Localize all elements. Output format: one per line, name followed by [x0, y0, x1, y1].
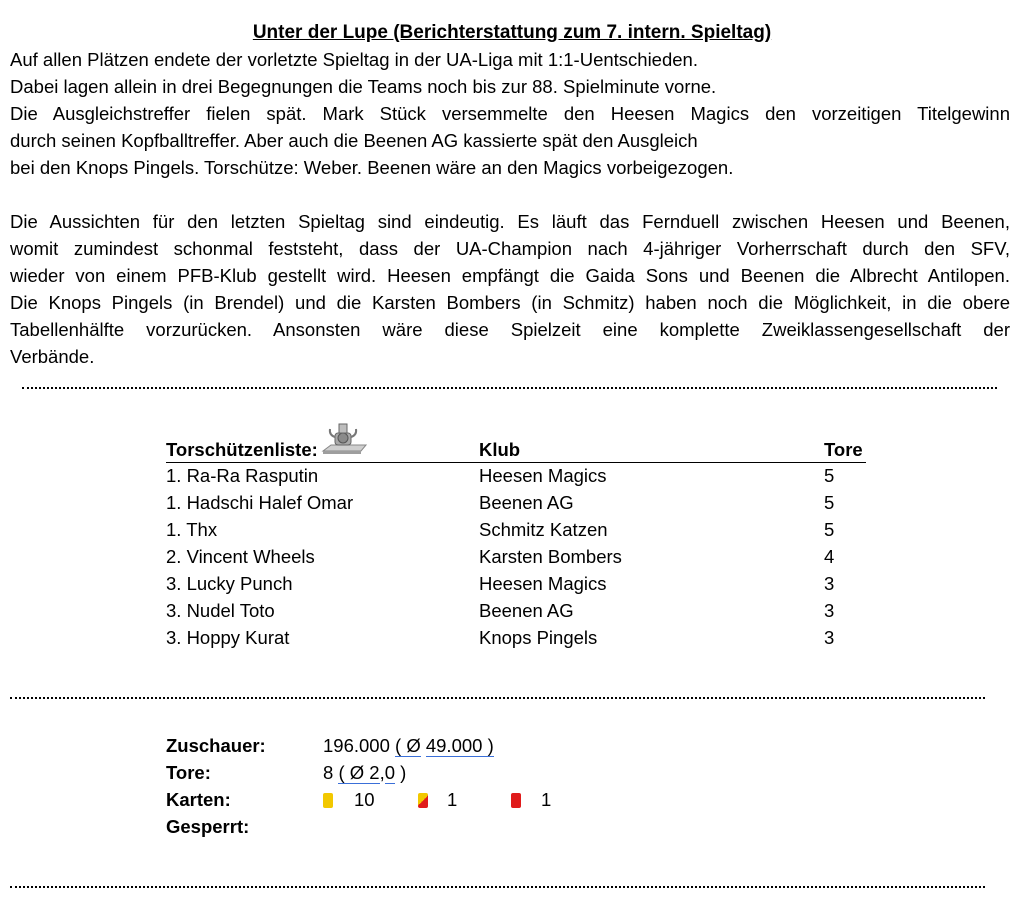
table-row — [166, 517, 866, 544]
table-row — [166, 490, 866, 517]
spectators-average: 49.000 — [425, 735, 483, 756]
scorer-club: Schmitz Katzen — [479, 519, 608, 540]
table-row — [166, 463, 866, 490]
average-symbol: Ø — [349, 762, 365, 783]
yellow-card-icon — [323, 793, 333, 808]
goals-total: 8 — [323, 762, 334, 783]
yellow-red-card-icon — [418, 793, 428, 808]
scorer-name: 2. Vincent Wheels — [166, 546, 315, 567]
text-line: Die Ausgleichstreffer fielen spät. Mark Stück versemmelte den Heesen Magics den vorzeitigen Titelgewinn — [10, 103, 1010, 124]
scorer-name: 3. Lucky Punch — [166, 573, 293, 594]
scorer-goals: 3 — [824, 600, 835, 621]
spectators-total: 196.000 — [323, 735, 390, 756]
text-line: durch seinen Kopfballtreffer. Aber auch die Beenen AG kassierte spät den Ausgleich — [10, 130, 698, 151]
text-line: bei den Knops Pingels. Torschütze: Weber. Beenen wäre an den Magics vorbeigezogen. — [10, 157, 734, 178]
scorer-goals: 5 — [824, 492, 835, 513]
table-header — [166, 439, 866, 463]
red-card-count: 1 — [541, 789, 552, 810]
scorer-goals: 5 — [824, 465, 835, 486]
text-line: Verbände. — [10, 346, 95, 367]
red-card-icon — [511, 793, 521, 808]
top-scorers-table — [166, 439, 866, 652]
goals-label: Tore: — [166, 762, 211, 783]
text-line: Auf allen Plätzen endete der vorletzte Spieltag in der UA-Liga mit 1:1-Uentschieden. — [10, 49, 698, 70]
text-line: womit zumindest schonmal feststeht, dass der UA-Champion nach 4-jähriger Vorherrschaft durch den SFV, — [10, 238, 1010, 259]
text-line: Die Knops Pingels (in Brendel) und die Karsten Bombers (in Schmitz) haben noch die Möglichkeit, in die obere — [10, 292, 1010, 313]
yellow-red-card-count: 1 — [447, 789, 458, 810]
dotted-divider — [10, 886, 985, 888]
cards-label: Karten: — [166, 789, 231, 810]
scorer-name: 1. Thx — [166, 519, 218, 540]
report-paragraph-1 — [10, 46, 1010, 181]
scorer-name: 1. Hadschi Halef Omar — [166, 492, 354, 513]
dotted-divider — [10, 697, 985, 699]
scorer-name: 1. Ra-Ra Rasputin — [166, 465, 319, 486]
yellow-card-count: 10 — [354, 789, 375, 810]
scorer-club: Heesen Magics — [479, 573, 607, 594]
header-club: Klub — [479, 439, 521, 460]
spectators-label: Zuschauer: — [166, 735, 266, 756]
header-scorers: Torschützenliste: — [166, 439, 318, 460]
average-symbol: Ø — [406, 735, 421, 756]
trophy-icon — [321, 421, 367, 455]
scorer-name: 3. Hoppy Kurat — [166, 627, 290, 648]
spectators-value: 196.000 ( Ø 49.000 ) — [323, 735, 494, 756]
text-line: wieder von einem PFB-Klub gestellt wird. Heesen empfängt die Gaida Sons und Beenen die Albrecht Antilopen. — [10, 265, 1010, 286]
dotted-divider — [22, 387, 997, 389]
header-goals: Tore — [824, 439, 863, 460]
goals-value: 8 ( Ø 2,0 ) — [323, 762, 407, 783]
scorer-club: Beenen AG — [479, 600, 574, 621]
scorer-club: Knops Pingels — [479, 627, 598, 648]
scorer-goals: 5 — [824, 519, 835, 540]
scorer-club: Beenen AG — [479, 492, 574, 513]
scorer-goals: 3 — [824, 573, 835, 594]
report-paragraph-2 — [10, 208, 1010, 370]
scorer-name: 3. Nudel Toto — [166, 600, 275, 621]
scorer-club: Heesen Magics — [479, 465, 607, 486]
document-title: Unter der Lupe (Berichterstattung zum 7. intern. Spieltag) — [252, 22, 772, 43]
suspended-label: Gesperrt: — [166, 816, 250, 837]
scorer-goals: 3 — [824, 627, 835, 648]
table-row — [166, 598, 866, 625]
text-line: Dabei lagen allein in drei Begegnungen die Teams noch bis zur 88. Spielminute vorne. — [10, 76, 717, 97]
text-line: Die Aussichten für den letzten Spieltag sind eindeutig. Es läuft das Fernduell zwischen Heesen und Beenen, — [10, 211, 1010, 232]
table-row — [166, 625, 866, 652]
table-row — [166, 544, 866, 571]
table-row — [166, 571, 866, 598]
scorer-club: Karsten Bombers — [479, 546, 622, 567]
scorer-goals: 4 — [824, 546, 835, 567]
goals-average-dec: 0 — [384, 762, 396, 783]
text-line: Tabellenhälfte vorzurücken. Ansonsten wäre diese Spielzeit eine komplette Zweiklassengesellschaft der — [10, 319, 1010, 340]
goals-average-int: 2 — [369, 762, 380, 783]
